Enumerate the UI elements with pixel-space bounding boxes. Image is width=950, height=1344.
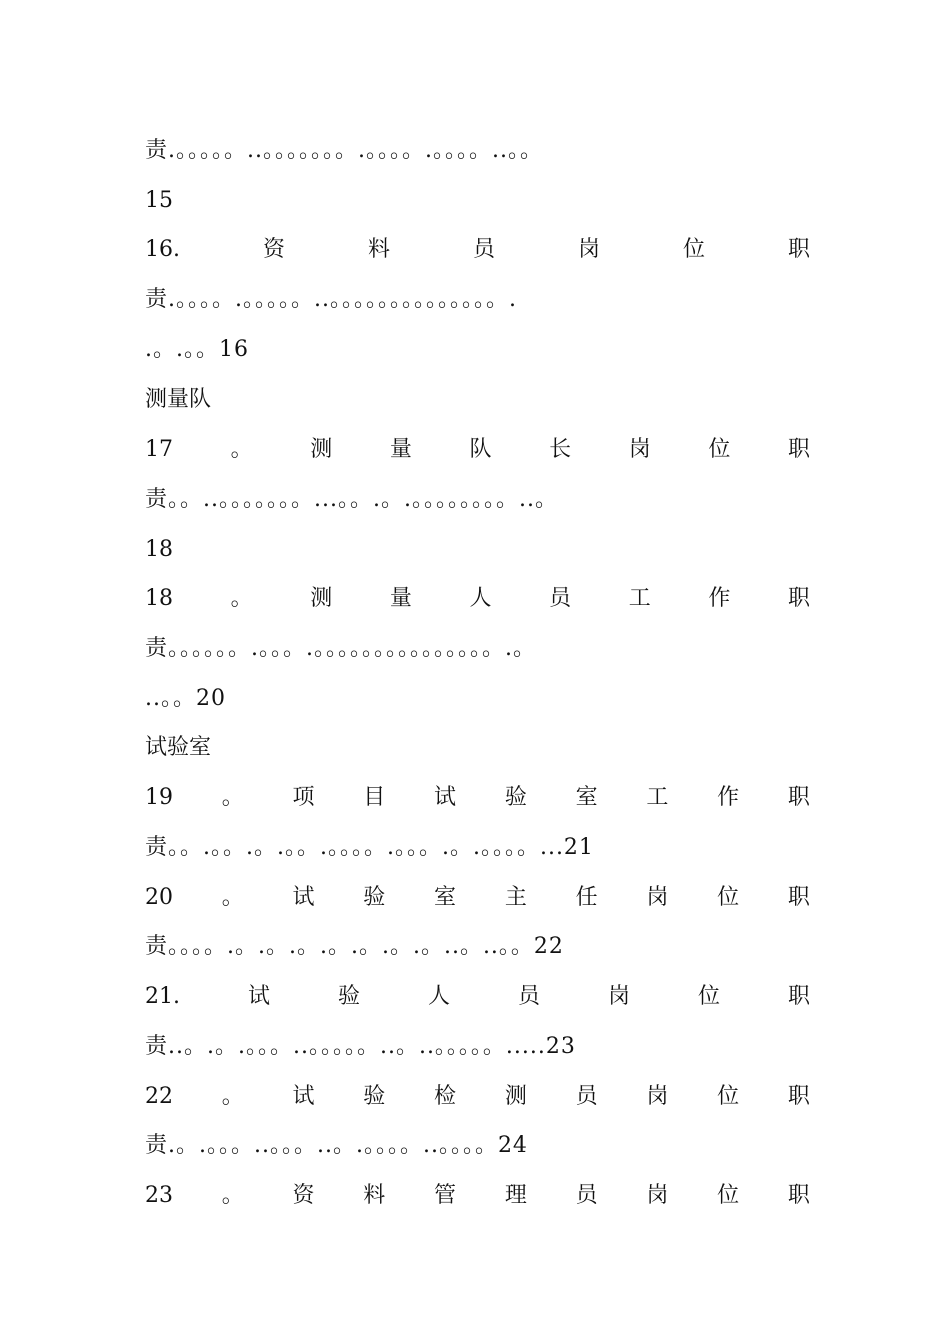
toc-leader-line: 责.。。。。。..。。。。。。。.。。。。.。。。。..。。 <box>145 138 543 163</box>
toc-entry-23: 23 。 资 料 管 理 员 岗 位 职 <box>145 1183 810 1208</box>
toc-entry-19: 19 。 项 目 试 验 室 工 作 职 <box>145 785 810 810</box>
toc-leader-line: 责。。.。。.。.。。.。。。。.。。。.。.。。。。...21 <box>145 835 594 860</box>
toc-leader-line: 责。。..。。。。。。。...。。.。.。。。。。。。。..。 <box>145 487 558 512</box>
toc-leader-line: 责.。.。。。..。。。..。.。。。。..。。。。24 <box>145 1133 528 1158</box>
section-heading-laboratory: 试验室 <box>145 735 212 760</box>
toc-page-number: 15 <box>145 188 173 213</box>
toc-leader-line: 责..。.。.。。。..。。。。。..。..。。。。。.....23 <box>145 1034 576 1059</box>
toc-entry-20: 20 。 试 验 室 主 任 岗 位 职 <box>145 885 810 910</box>
toc-entry-21: 21. 试 验 人 员 岗 位 职 <box>145 984 810 1009</box>
toc-leader-line: 责。。。。.。.。.。.。.。.。.。..。..。。22 <box>145 934 564 959</box>
toc-leader-line: ..。。20 <box>145 686 226 711</box>
toc-leader-line: .。.。。16 <box>145 337 249 362</box>
toc-entry-18: 18 。 测 量 人 员 工 作 职 <box>145 586 810 611</box>
toc-entry-16: 16. 资 料 员 岗 位 职 <box>145 237 810 262</box>
toc-leader-line: 责。。。。。。.。。。.。。。。。。。。。。。。。。。.。 <box>145 636 536 661</box>
section-heading-survey-team: 测量队 <box>145 387 212 412</box>
toc-entry-17: 17 。 测 量 队 长 岗 位 职 <box>145 437 810 462</box>
toc-leader-line: 责.。。。。.。。。。。..。。。。。。。。。。。。。。. <box>145 287 517 312</box>
toc-page-number: 18 <box>145 537 173 562</box>
toc-entry-22: 22 。 试 验 检 测 员 岗 位 职 <box>145 1084 810 1109</box>
